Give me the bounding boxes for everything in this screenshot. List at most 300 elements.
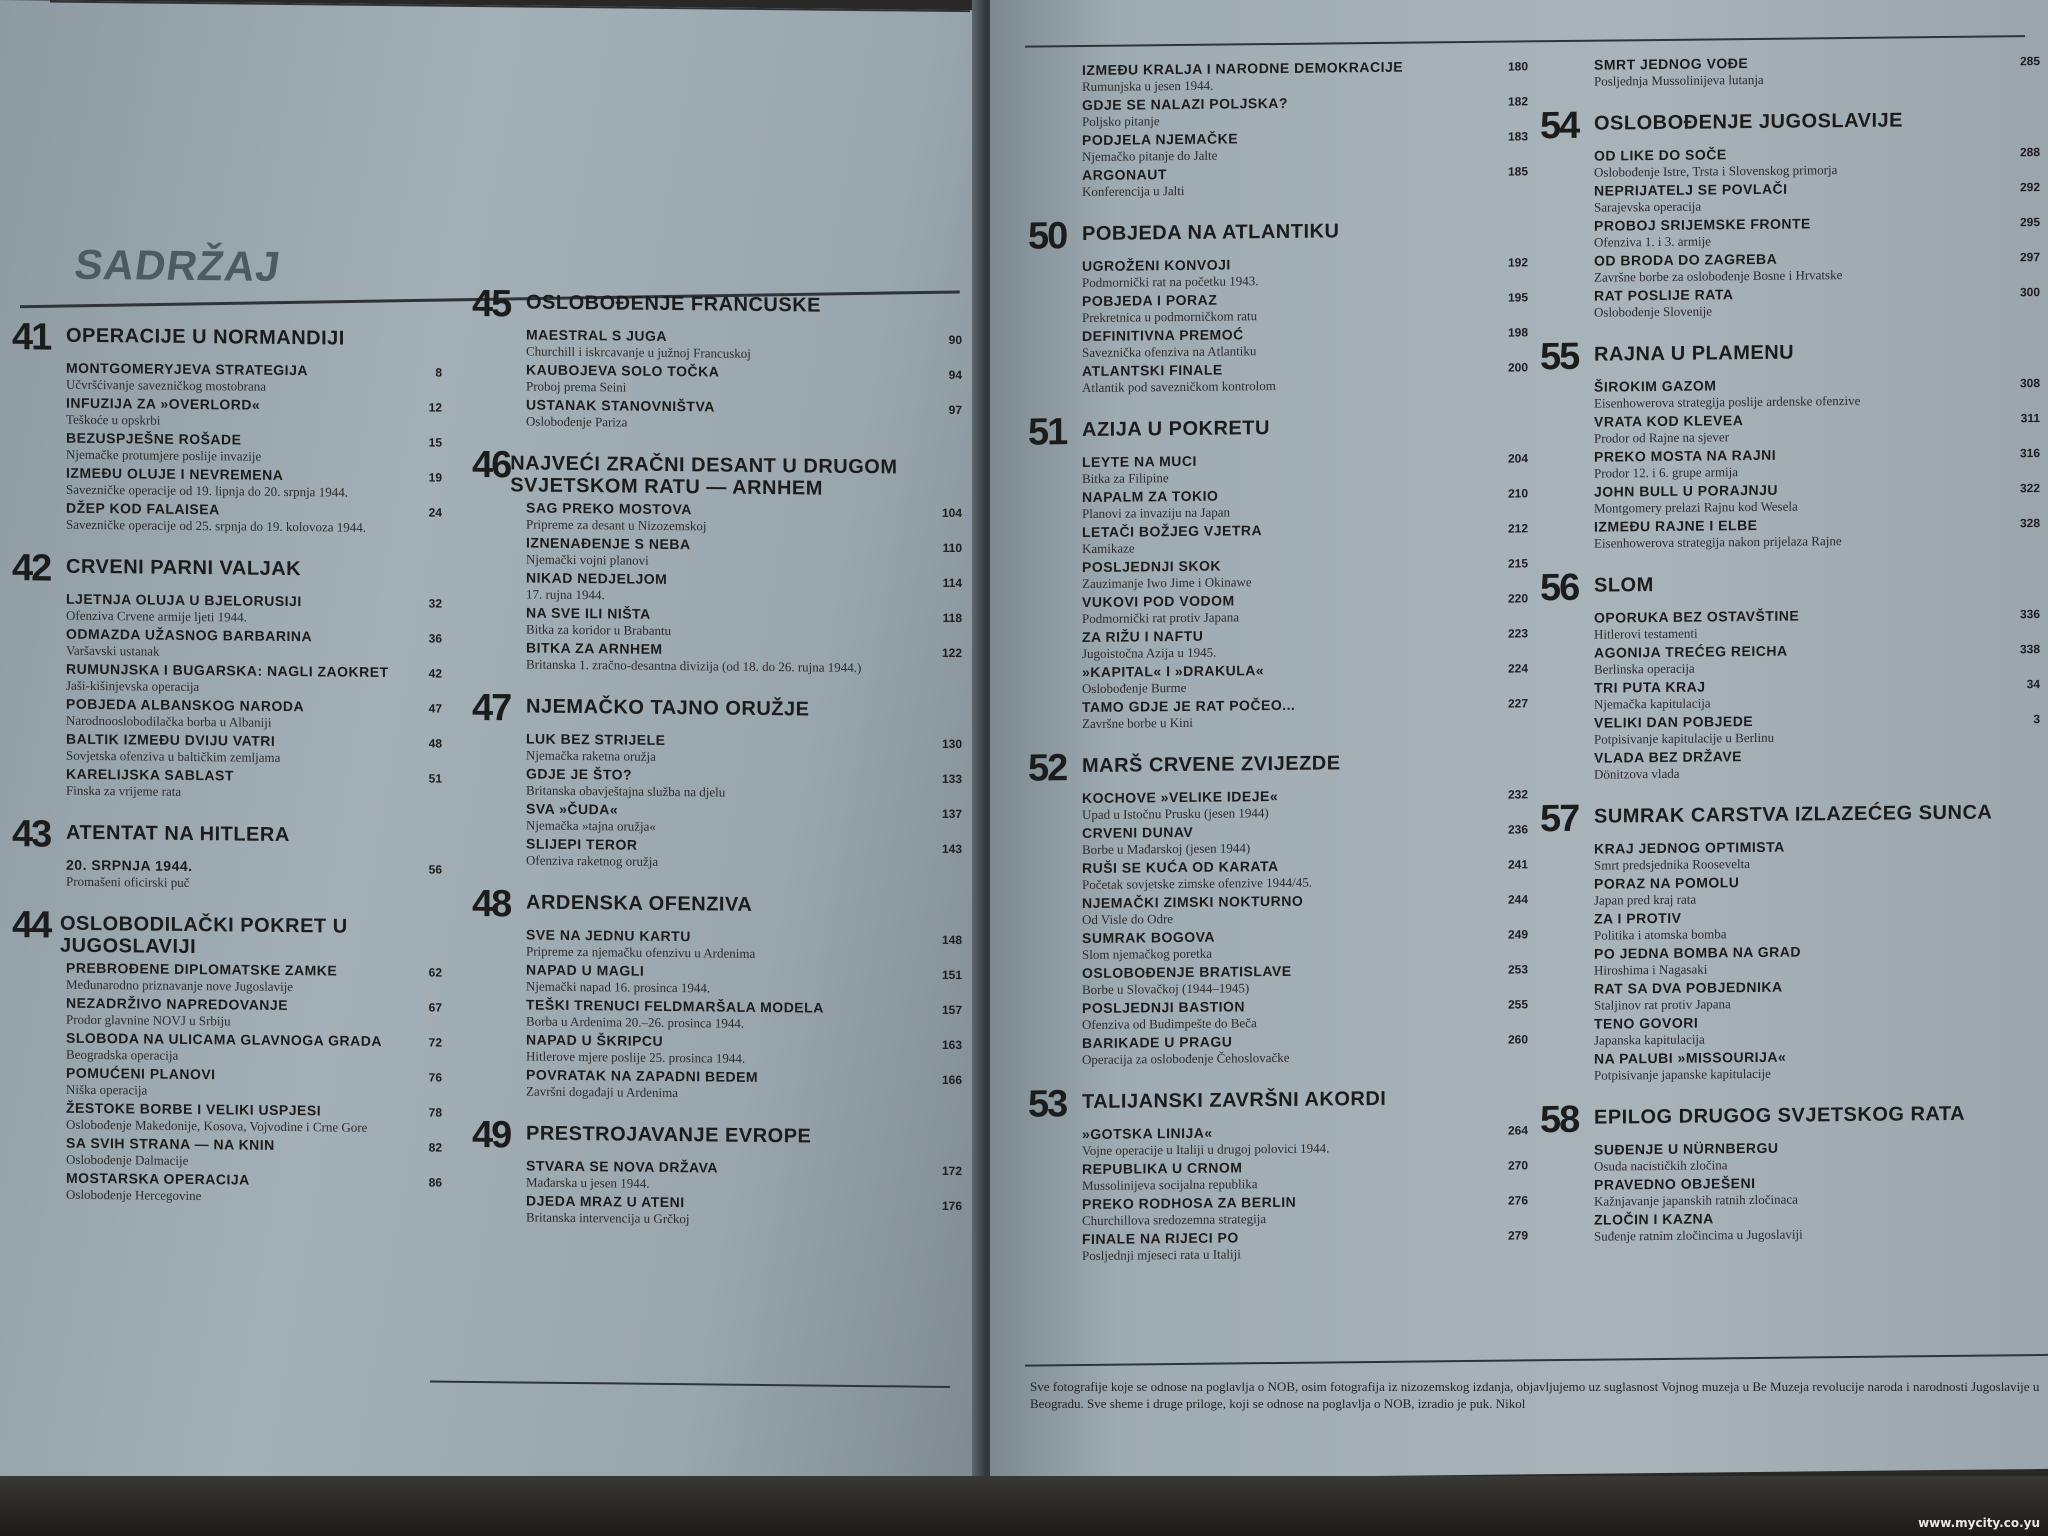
toc-entry xyxy=(1594,52,2040,89)
entry-page-number: 48 xyxy=(428,736,442,751)
entry-subtitle: Konferencija u Jalti xyxy=(1082,182,1185,200)
entry-page-number: 51 xyxy=(428,771,442,786)
entry-text xyxy=(66,960,337,995)
entry-title: NJEMAČKI ZIMSKI NOKTURNO xyxy=(1082,892,1304,912)
toc-entry xyxy=(1594,479,2040,516)
entry-title: MOSTARSKA OPERACIJA xyxy=(66,1169,250,1188)
entry-subtitle: Oslobođenje Pariza xyxy=(526,413,628,430)
toc-section xyxy=(1540,1096,2040,1244)
entry-subtitle: Oslobođenje Istre, Trsta i Slovenskog primorja xyxy=(1594,162,1838,180)
entry-subtitle: Mussolinijeva socijalna republika xyxy=(1082,1176,1258,1194)
entry-text xyxy=(1594,1015,1705,1048)
section-number: 43 xyxy=(12,813,51,856)
entry-text xyxy=(1594,1209,1803,1243)
entry-title: SLIJEPI TEROR xyxy=(526,835,638,853)
entry-text xyxy=(66,360,308,395)
entry-title: PRAVEDNO OBJEŠENI xyxy=(1594,1174,1756,1193)
entry-text xyxy=(66,1100,367,1135)
section-number: 45 xyxy=(472,282,511,326)
entry-title: SVA »ČUDA« xyxy=(526,800,619,818)
entry-subtitle: Beogradska operacija xyxy=(66,1046,179,1063)
entry-subtitle: Savezničke operacije od 25. srpnja do 19. kolovoza 1944. xyxy=(66,516,366,535)
entry-text xyxy=(66,500,366,535)
entry-subtitle: Britanska 1. zračno-desantna divizija (od 18. do 26. rujna 1944.) xyxy=(526,656,862,676)
entry-text xyxy=(1594,909,1727,942)
entry-title: OD BRODA DO ZAGREBA xyxy=(1594,250,1778,269)
entry-text xyxy=(526,605,671,639)
entry-list xyxy=(66,360,442,536)
entry-title: USTANAK STANOVNIŠTVA xyxy=(526,396,715,415)
entry-subtitle: Kamikaze xyxy=(1082,540,1135,557)
entry-subtitle: Hitlerovi testamenti xyxy=(1594,625,1698,642)
toc-entry xyxy=(526,766,962,803)
entry-page-number: 232 xyxy=(1507,787,1528,802)
entry-title: PREKO RODHOSA ZA BERLIN xyxy=(1082,1193,1297,1213)
entry-title: LEYTE NA MUCI xyxy=(1082,452,1197,471)
toc-entry xyxy=(66,857,442,893)
entry-title: ATLANTSKI FINALE xyxy=(1082,361,1223,380)
entry-list xyxy=(1594,1137,2040,1244)
entry-page-number: 32 xyxy=(428,596,442,611)
entry-text xyxy=(1082,929,1215,962)
entry-page-number xyxy=(2010,1137,2040,1169)
entry-text xyxy=(66,731,280,765)
section-title: RAJNA U PLAMENU xyxy=(1594,341,1795,366)
entry-text xyxy=(526,327,751,361)
entry-title: SUMRAK BOGOVA xyxy=(1082,928,1216,947)
entry-text xyxy=(1594,608,1799,642)
entry-page-number xyxy=(2010,745,2040,777)
entry-subtitle: Rumunjska u jesen 1944. xyxy=(1082,77,1214,95)
entry-subtitle: Borbe u Mađarskoj (jesen 1944) xyxy=(1082,840,1251,858)
entry-text xyxy=(1594,1175,1798,1209)
entry-title: SAG PREKO MOSTOVA xyxy=(526,499,692,518)
entry-title: FINALE NA RIJECI PO xyxy=(1082,1229,1239,1248)
entry-title: ZLOČIN I KAZNA xyxy=(1594,1210,1714,1228)
entry-title: VLADA BEZ DRŽAVE xyxy=(1594,748,1742,766)
entry-list xyxy=(1594,836,2040,1083)
toc-entry xyxy=(66,591,442,627)
entry-subtitle: Kažnjavanje japanskih ratnih zločinaca xyxy=(1594,1191,1798,1209)
entry-title: BARIKADE U PRAGU xyxy=(1082,1033,1233,1052)
entry-page-number: 285 xyxy=(2019,54,2040,69)
bottom-rule-left xyxy=(430,1381,950,1388)
entry-title: NA PALUBI »MISSOURIJA« xyxy=(1594,1048,1787,1067)
section-header xyxy=(1540,795,2040,841)
entry-title: DJEDA MRAZ U ATENI xyxy=(526,1192,685,1211)
entry-page-number: 15 xyxy=(428,435,442,450)
toc-entry xyxy=(1082,57,1528,94)
entry-text xyxy=(526,731,665,764)
entry-subtitle: Churchill i iskrcavanje u južnoj Francuskoj xyxy=(526,343,751,361)
entry-text xyxy=(526,1032,745,1066)
section-header xyxy=(1028,212,1528,258)
toc-section xyxy=(1540,333,2040,551)
toc-entry xyxy=(66,766,442,802)
entry-title: PROBOJ SRIJEMSKE FRONTE xyxy=(1594,215,1811,234)
entry-subtitle: Prodor od Rajne na sjever xyxy=(1594,429,1730,446)
entry-title: PO JEDNA BOMBA NA GRAD xyxy=(1594,943,1802,962)
entry-subtitle: Njemačke protumjere poslije invazije xyxy=(66,446,262,464)
entry-text xyxy=(1594,412,1743,446)
entry-page-number: 82 xyxy=(428,1140,442,1155)
toc-entry xyxy=(1594,1046,2040,1083)
toc-entry xyxy=(1082,995,1528,1032)
entry-text xyxy=(66,661,389,696)
toc-entry xyxy=(1082,659,1528,696)
entry-page-number: 236 xyxy=(1507,822,1528,837)
entry-subtitle: Njemački vojni planovi xyxy=(526,551,649,568)
entry-text xyxy=(1082,963,1292,997)
toc-entry xyxy=(1594,675,2040,712)
entry-page-number: 316 xyxy=(2019,446,2040,461)
toc-entry xyxy=(1082,253,1528,290)
entry-page-number: 264 xyxy=(1507,1123,1528,1138)
entry-title: PREBROĐENE DIPLOMATSKE ZAMKE xyxy=(66,959,338,979)
entry-text xyxy=(1594,250,1842,285)
entry-subtitle: Završne borbe za oslobođenje Bosne i Hrvatske xyxy=(1594,267,1843,285)
entry-subtitle: Njemački napad 16. prosinca 1944. xyxy=(526,978,711,996)
entry-list xyxy=(526,500,962,677)
left-page xyxy=(0,0,985,1490)
entry-page-number: 292 xyxy=(2019,180,2040,195)
entry-page-number: 241 xyxy=(1507,857,1528,872)
section-title: SUMRAK CARSTVA IZLAZEĆEG SUNCA xyxy=(1594,801,1993,828)
toc-entry xyxy=(1082,162,1528,199)
section-number: 48 xyxy=(472,882,511,926)
toc-entry xyxy=(526,535,962,572)
entry-subtitle: Saveznička ofenziva na Atlantiku xyxy=(1082,343,1257,361)
entry-text xyxy=(526,801,656,834)
toc-entry xyxy=(66,465,442,501)
entry-text xyxy=(1594,1049,1786,1083)
entry-subtitle: Od Visle do Odre xyxy=(1082,911,1174,928)
section-number: 55 xyxy=(1540,335,1579,379)
entry-subtitle: Pripreme za desant u Nizozemskoj xyxy=(526,516,707,534)
entry-subtitle: Japan pred kraj rata xyxy=(1594,891,1697,908)
entry-page-number: 270 xyxy=(1507,1158,1528,1173)
entry-page-number: 336 xyxy=(2019,607,2040,622)
entry-page-number: 295 xyxy=(2019,215,2040,230)
toc-section xyxy=(472,443,962,676)
entry-subtitle: Završne borbe u Kini xyxy=(1082,714,1193,732)
toc-entry xyxy=(66,430,442,466)
entry-subtitle: Japanska kapitulacija xyxy=(1594,1031,1705,1048)
entry-subtitle: Posljednja Mussolinijeva lutanja xyxy=(1594,71,1764,89)
entry-page-number: 249 xyxy=(1507,927,1528,942)
entry-page-number: 42 xyxy=(428,666,442,681)
section-title: EPILOG DRUGOG SVJETSKOG RATA xyxy=(1594,1102,1966,1129)
toc-entry xyxy=(1594,1172,2040,1209)
toc-entry xyxy=(1082,1030,1528,1067)
entry-title: IZMEĐU RAJNE I ELBE xyxy=(1594,516,1758,535)
entry-subtitle: Eisenhowerova strategija poslije ardenske ofenzive xyxy=(1594,392,1861,411)
entry-title: LETAČI BOŽJEG VJETRA xyxy=(1082,522,1263,541)
entry-subtitle: Slom njemačkog poretka xyxy=(1082,945,1212,963)
entry-page-number: 143 xyxy=(941,841,962,857)
entry-page-number: 311 xyxy=(2020,411,2040,426)
entry-title: GDJE JE ŠTO? xyxy=(526,765,633,783)
entry-page-number: 210 xyxy=(1507,486,1528,501)
entry-page-number: 62 xyxy=(428,965,442,980)
entry-text xyxy=(1082,628,1216,661)
toc-entry xyxy=(66,626,442,662)
entry-subtitle: Završni događaji u Ardenima xyxy=(526,1083,678,1101)
entry-text xyxy=(526,766,725,800)
entry-subtitle: Promašeni oficirski puč xyxy=(66,873,190,890)
entry-text xyxy=(526,570,667,603)
entry-title: BEZUSPJEŠNE ROŠADE xyxy=(66,429,242,448)
toc-column-4 xyxy=(1540,49,2040,1262)
entry-subtitle: Jaši-kišinjevska operacija xyxy=(66,677,200,695)
toc-entry xyxy=(1082,694,1528,731)
entry-title: IZMEĐU OLUJE I NEVREMENA xyxy=(66,464,284,483)
toc-entry xyxy=(1082,589,1528,626)
entry-title: OSLOBOĐENJE BRATISLAVE xyxy=(1082,962,1292,982)
entry-text xyxy=(1082,893,1303,927)
section-header xyxy=(472,1113,962,1159)
entry-title: TAMO GDJE JE RAT POČEO... xyxy=(1082,696,1296,716)
entry-subtitle: Oslobođenje Slovenije xyxy=(1594,303,1713,320)
entry-page-number: 166 xyxy=(941,1072,962,1088)
entry-title: VUKOVI POD VODOM xyxy=(1082,592,1235,611)
entry-text xyxy=(66,395,260,429)
entry-text xyxy=(526,1193,690,1227)
toc-entry xyxy=(66,1135,442,1171)
entry-page-number: 300 xyxy=(2019,285,2040,300)
section-header xyxy=(472,282,962,328)
entry-list xyxy=(1594,605,2040,782)
entry-subtitle: Upad u Istočnu Prusku (jesen 1944) xyxy=(1082,805,1269,823)
toc-section xyxy=(12,549,442,802)
toc-entry xyxy=(1594,514,2040,551)
entry-title: OD LIKE DO SOČE xyxy=(1594,146,1727,164)
entry-text xyxy=(1082,522,1262,556)
entry-page-number: 297 xyxy=(2019,250,2040,265)
entry-text xyxy=(66,626,312,661)
entry-page-number: 223 xyxy=(1507,626,1528,641)
section-number: 49 xyxy=(472,1113,511,1157)
entry-title: PORAZ NA POMOLU xyxy=(1594,874,1740,892)
entry-title: SUĐENJE U NÜRNBERGU xyxy=(1594,1139,1779,1158)
toc-entry xyxy=(1082,820,1528,857)
entry-subtitle: Borba u Ardenima 20.–26. prosinca 1944. xyxy=(526,1013,745,1031)
entry-page-number: 322 xyxy=(2019,481,2040,496)
entry-title: DŽEP KOD FALAISEA xyxy=(66,499,220,518)
entry-text xyxy=(1082,326,1256,360)
toc-entry xyxy=(66,1030,442,1066)
section-title: TALIJANSKI ZAVRŠNI AKORDI xyxy=(1082,1087,1387,1114)
entry-subtitle: Prekretnica u podmorničkom ratu xyxy=(1082,308,1258,326)
entry-page-number: 198 xyxy=(1507,325,1528,340)
entry-text xyxy=(1082,361,1276,395)
entry-text xyxy=(1082,823,1250,857)
toc-entry xyxy=(526,801,962,838)
toc-entry xyxy=(1594,976,2040,1013)
entry-subtitle: Ofenziva Crvene armije ljeti 1944. xyxy=(66,607,247,625)
section-title: NJEMAČKO TAJNO ORUŽJE xyxy=(526,695,810,721)
entry-subtitle: Bitka za Filipine xyxy=(1082,470,1169,487)
entry-text xyxy=(1082,998,1257,1032)
entry-list xyxy=(526,1158,962,1230)
entry-subtitle: Berlinska operacija xyxy=(1594,660,1695,677)
toc-entry xyxy=(1082,92,1528,129)
entry-title: BALTIK IZMEĐU DVIJU VATRI xyxy=(66,730,276,749)
entry-title: UGROŽENI KONVOJI xyxy=(1082,256,1231,275)
entry-subtitle: Churchillova sredozemna strategija xyxy=(1082,1211,1267,1229)
entry-text xyxy=(1594,643,1788,677)
toc-column-1 xyxy=(12,318,442,1224)
entry-page-number: 114 xyxy=(942,575,962,591)
toc-entry xyxy=(1594,605,2040,642)
toc-entry xyxy=(1594,178,2040,215)
entry-text xyxy=(66,995,288,1029)
entry-subtitle: 17. rujna 1944. xyxy=(526,586,605,603)
toc-entry xyxy=(1082,1121,1528,1158)
entry-page-number: 12 xyxy=(428,400,442,415)
toc-entry xyxy=(526,570,962,607)
toc-entry xyxy=(526,927,962,964)
entry-title: STVARA SE NOVA DRŽAVA xyxy=(526,1157,718,1176)
toc-entry xyxy=(66,960,442,996)
entry-title: VELIKI DAN POBJEDE xyxy=(1594,713,1754,731)
entry-page-number: 56 xyxy=(428,862,442,877)
section-title: PRESTROJAVANJE EVROPE xyxy=(526,1122,812,1148)
entry-text xyxy=(526,640,861,676)
entry-subtitle: Ofenziva raketnog oružja xyxy=(526,852,659,869)
entry-list xyxy=(526,327,962,434)
entry-page-number: 76 xyxy=(428,1070,442,1085)
section-title: CRVENI PARNI VALJAK xyxy=(66,555,302,581)
toc-entry xyxy=(1082,960,1528,997)
entry-subtitle: Politika i atomska bomba xyxy=(1594,926,1727,943)
toc-section xyxy=(12,815,442,893)
toc-entry xyxy=(66,1100,442,1136)
entry-subtitle: Ofenziva 1. i 3. armije xyxy=(1594,233,1711,250)
entry-subtitle: Sovjetska ofenziva u baltičkim zemljama xyxy=(66,747,281,765)
table-surface xyxy=(0,1476,2048,1536)
toc-section xyxy=(12,318,442,536)
entry-title: POSLJEDNJI SKOK xyxy=(1082,557,1221,576)
entry-list xyxy=(1082,1121,1528,1263)
entry-list xyxy=(526,731,962,873)
entry-title: RAT POSLIJE RATA xyxy=(1594,286,1734,304)
toc-entry xyxy=(1082,855,1528,892)
toc-entry xyxy=(1594,1207,2040,1244)
entry-subtitle: Njemačko pitanje do Jalte xyxy=(1082,147,1218,165)
entry-subtitle: Niška operacija xyxy=(66,1081,148,1098)
toc-entry xyxy=(526,327,962,364)
section-number: 53 xyxy=(1028,1083,1067,1126)
entry-page-number: 47 xyxy=(428,701,442,716)
entry-page-number: 185 xyxy=(1507,164,1528,179)
entry-page-number xyxy=(2010,836,2040,868)
toc-section xyxy=(1540,52,2040,89)
entry-title: IZNENAĐENJE S NEBA xyxy=(526,534,691,553)
section-header xyxy=(12,549,442,592)
toc-entry xyxy=(1082,519,1528,556)
entry-text xyxy=(526,397,715,431)
watermark: www.mycity.co.yu xyxy=(1918,1516,2040,1530)
entry-page-number: 279 xyxy=(1507,1228,1528,1243)
entry-text xyxy=(66,857,193,890)
toc-entry xyxy=(1082,1226,1528,1263)
toc-entry xyxy=(1594,409,2040,446)
entry-page-number: 338 xyxy=(2019,642,2040,657)
entry-text xyxy=(1082,256,1259,290)
entry-text xyxy=(1082,291,1257,325)
entry-page-number xyxy=(2010,906,2040,938)
entry-page-number: 94 xyxy=(948,367,962,383)
entry-title: ZA I PROTIV xyxy=(1594,909,1682,927)
entry-text xyxy=(1082,453,1197,486)
entry-text xyxy=(1594,678,1711,711)
entry-subtitle: Podmornički rat na početku 1943. xyxy=(1082,273,1259,291)
entry-page-number: 97 xyxy=(948,402,962,418)
entry-list xyxy=(1082,253,1528,395)
entry-text xyxy=(526,962,710,996)
entry-title: 20. SRPNJA 1944. xyxy=(66,856,193,875)
entry-text xyxy=(1082,557,1252,591)
section-number: 41 xyxy=(12,316,51,359)
entry-page-number: 192 xyxy=(1507,255,1528,270)
entry-title: ODMAZDA UŽASNOG BARBARINA xyxy=(66,625,313,645)
entry-text xyxy=(66,1170,250,1204)
toc-entry xyxy=(1594,906,2040,943)
entry-subtitle: Potpisivanje japanske kapitulacije xyxy=(1594,1065,1771,1083)
entry-text xyxy=(66,591,302,625)
entry-subtitle: Podmornički rat protiv Japana xyxy=(1082,609,1240,627)
entry-text xyxy=(1082,1033,1290,1067)
toc-entry xyxy=(66,696,442,732)
entry-page-number: 200 xyxy=(1507,360,1528,375)
entry-title: AGONIJA TREĆEG REICHA xyxy=(1594,642,1788,661)
entry-page-number: 182 xyxy=(1507,94,1528,109)
toc-entry xyxy=(1594,374,2040,411)
entry-text xyxy=(1082,166,1185,199)
entry-subtitle: Prodor glavnine NOVJ u Srbiju xyxy=(66,1011,231,1029)
entry-text xyxy=(1594,1140,1779,1174)
entry-subtitle: Vojne operacije u Italiji u drugoj polovici 1944. xyxy=(1082,1140,1330,1159)
section-header xyxy=(472,443,962,501)
toc-entry xyxy=(66,731,442,767)
toc-entry xyxy=(526,731,962,768)
entry-title: KAUBOJEVA SOLO TOČKA xyxy=(526,361,720,380)
section-title: OSLOBODILAČKI POKRET U JUGOSLAVIJI xyxy=(59,912,348,959)
entry-subtitle: Oslobođenje Makedonije, Kosova, Vojvodine i Crne Gore xyxy=(66,1116,368,1135)
section-number: 58 xyxy=(1540,1098,1579,1142)
entry-page-number: 195 xyxy=(1507,290,1528,305)
toc-entry xyxy=(66,395,442,431)
entry-subtitle: Britanska obavještajna služba na djelu xyxy=(526,782,726,800)
entry-page-number: 276 xyxy=(1507,1193,1528,1208)
entry-subtitle: Atlantik pod savezničkom kontrolom xyxy=(1082,378,1276,396)
entry-title: POBJEDA ALBANSKOG NARODA xyxy=(66,695,305,715)
section-number: 50 xyxy=(1028,215,1067,258)
entry-text xyxy=(1594,979,1783,1013)
entry-subtitle: Hitlerove mjere poslije 25. prosinca 1944. xyxy=(526,1048,746,1066)
entry-subtitle: Proboj prema Seini xyxy=(526,378,627,395)
entry-page-number: 133 xyxy=(941,771,962,787)
entry-title: POMUĆENI PLANOVI xyxy=(66,1064,216,1083)
entry-page-number: 130 xyxy=(941,736,962,752)
entry-text xyxy=(1594,839,1785,873)
entry-page-number: 227 xyxy=(1507,696,1528,711)
entry-title: SMRT JEDNOG VOĐE xyxy=(1594,55,1749,73)
toc-entry xyxy=(526,1032,962,1069)
entry-title: RUŠI SE KUĆA OD KARATA xyxy=(1082,857,1279,877)
entry-subtitle: Posljednji mjeseci rata u Italiji xyxy=(1082,1246,1241,1264)
